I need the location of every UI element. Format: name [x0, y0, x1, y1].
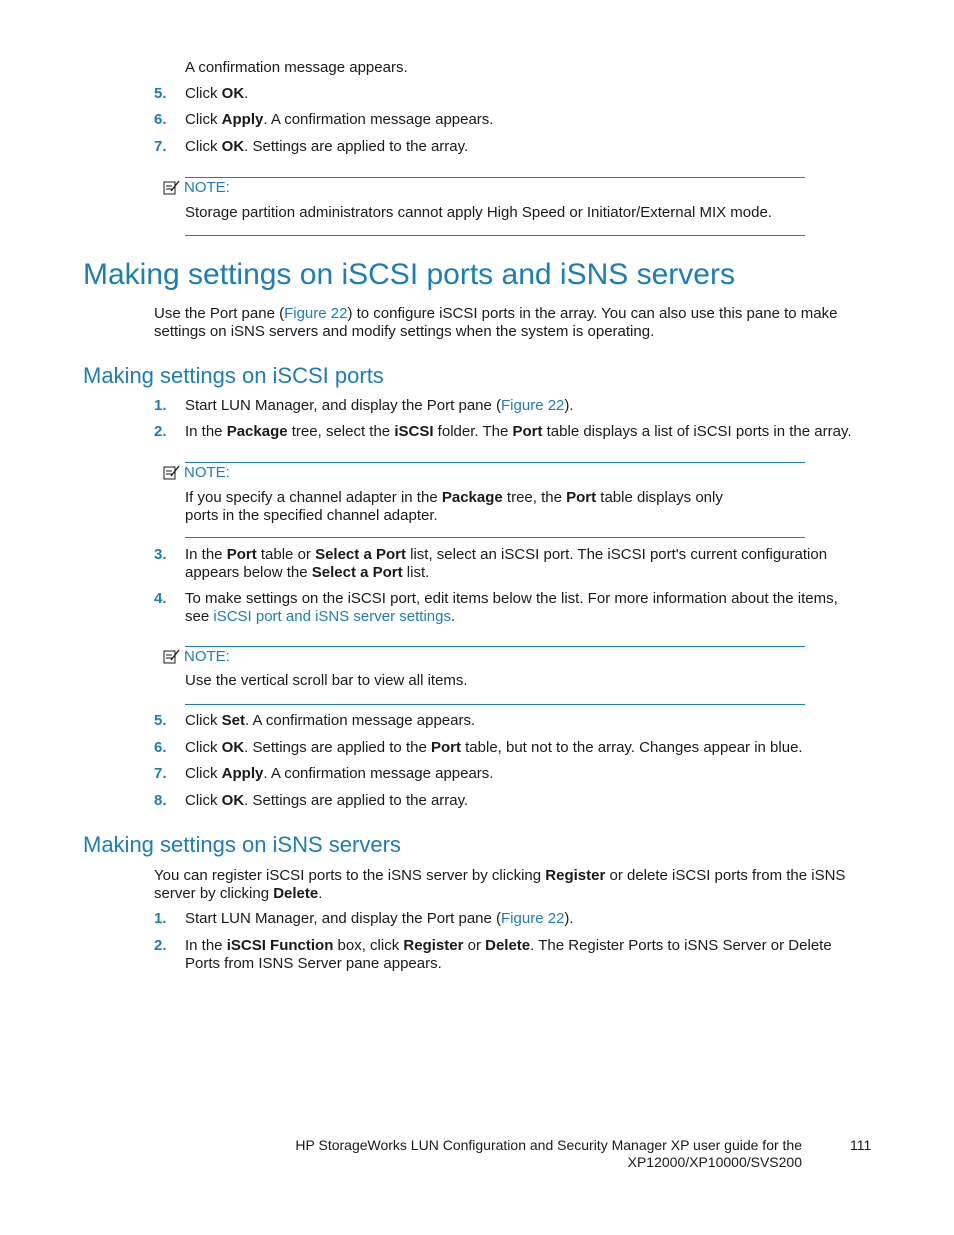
step-text: In the Package tree, select the iSCSI folder. The Port table displays a list of iSCSI ports in the array.: [185, 423, 852, 440]
footer-title: [295, 1137, 802, 1171]
note-text: Storage partition administrators cannot apply High Speed or Initiator/External MIX mode.: [185, 204, 772, 221]
step-number: 7.: [154, 138, 167, 155]
note-rule: [185, 537, 805, 538]
step-text: Start LUN Manager, and display the Port pane (Figure 22).: [185, 397, 574, 414]
footer-line: HP StorageWorks LUN Configuration and Security Manager XP user guide for the: [295, 1137, 802, 1153]
step-text: In the iSCSI Function box, click Register or Delete. The Register Ports to iSNS Server or Delete Ports from ISNS Server pane appears.: [185, 937, 832, 972]
note-pencil-icon: [163, 180, 180, 195]
step-number: 7.: [154, 765, 167, 782]
step-number: 8.: [154, 792, 167, 809]
note-text: If you specify a channel adapter in the Package tree, the Port table displays only ports in the specified channel adapter.: [185, 489, 723, 524]
figure-link[interactable]: Figure 22: [501, 397, 565, 414]
settings-link[interactable]: iSCSI port and iSNS server settings: [213, 607, 451, 625]
subsection-heading: Making settings on iSCSI ports: [83, 363, 384, 388]
step-number: 1.: [154, 397, 167, 414]
intro-line: A confirmation message appears.: [185, 59, 408, 76]
figure-link[interactable]: Figure 22: [501, 910, 565, 927]
note-pencil-icon: [163, 465, 180, 480]
step-number: 1.: [154, 910, 167, 927]
figure-link[interactable]: Figure 22: [284, 305, 348, 322]
note-pencil-icon: [163, 649, 180, 664]
note-header: [163, 464, 230, 481]
note-header: [163, 179, 230, 196]
note-label: NOTE:: [184, 179, 230, 196]
note-label: NOTE:: [184, 648, 230, 665]
step-text: Click OK. Settings are applied to the Port table, but not to the array. Changes appear in blue.: [185, 739, 803, 756]
note-rule: [185, 235, 805, 236]
step-number: 3.: [154, 546, 167, 563]
step-text: Start LUN Manager, and display the Port pane (Figure 22).: [185, 910, 574, 927]
step-number: 6.: [154, 111, 167, 128]
step-text: Click Apply. A confirmation message appears.: [185, 765, 494, 782]
note-text: Use the vertical scroll bar to view all items.: [185, 672, 468, 689]
note-label: NOTE:: [184, 464, 230, 481]
section-intro: You can register iSCSI ports to the iSNS server by clicking Register or delete iSCSI ports from the iSNS server by clicking Delete.: [154, 867, 846, 902]
step-text: Click OK.: [185, 85, 249, 102]
step-text: Click OK. Settings are applied to the array.: [185, 138, 469, 155]
step-text: In the Port table or Select a Port list, select an iSCSI port. The iSCSI port's current configuration appears below the Select a Port list.: [185, 546, 828, 581]
page-number: 111: [850, 1137, 872, 1153]
step-number: 2.: [154, 423, 167, 440]
step-text: To make settings on the iSCSI port, edit items below the list. For more information about the items, see iSCSI port and iSNS server settings.: [185, 590, 838, 625]
step-number: 5.: [154, 712, 167, 729]
section-intro: Use the Port pane (Figure 22) to configure iSCSI ports in the array. You can also use this pane to make settings on iSNS servers and modify settings when the system is operating.: [154, 305, 838, 340]
step-number: 5.: [154, 85, 167, 102]
section-heading: Making settings on iSCSI ports and iSNS servers: [83, 258, 735, 291]
step-text: Click Set. A confirmation message appears.: [185, 712, 476, 729]
note-rule: [185, 646, 805, 647]
note-rule: [185, 462, 805, 463]
step-text: Click Apply. A confirmation message appears.: [185, 111, 494, 128]
footer-line: XP12000/XP10000/SVS200: [627, 1154, 802, 1170]
note-header: [163, 648, 230, 665]
step-text: Click OK. Settings are applied to the array.: [185, 792, 469, 809]
step-number: 4.: [154, 590, 167, 607]
note-rule: [185, 177, 805, 178]
subsection-heading: Making settings on iSNS servers: [83, 832, 401, 857]
step-number: 6.: [154, 739, 167, 756]
step-number: 2.: [154, 937, 167, 954]
note-rule: [185, 704, 805, 705]
